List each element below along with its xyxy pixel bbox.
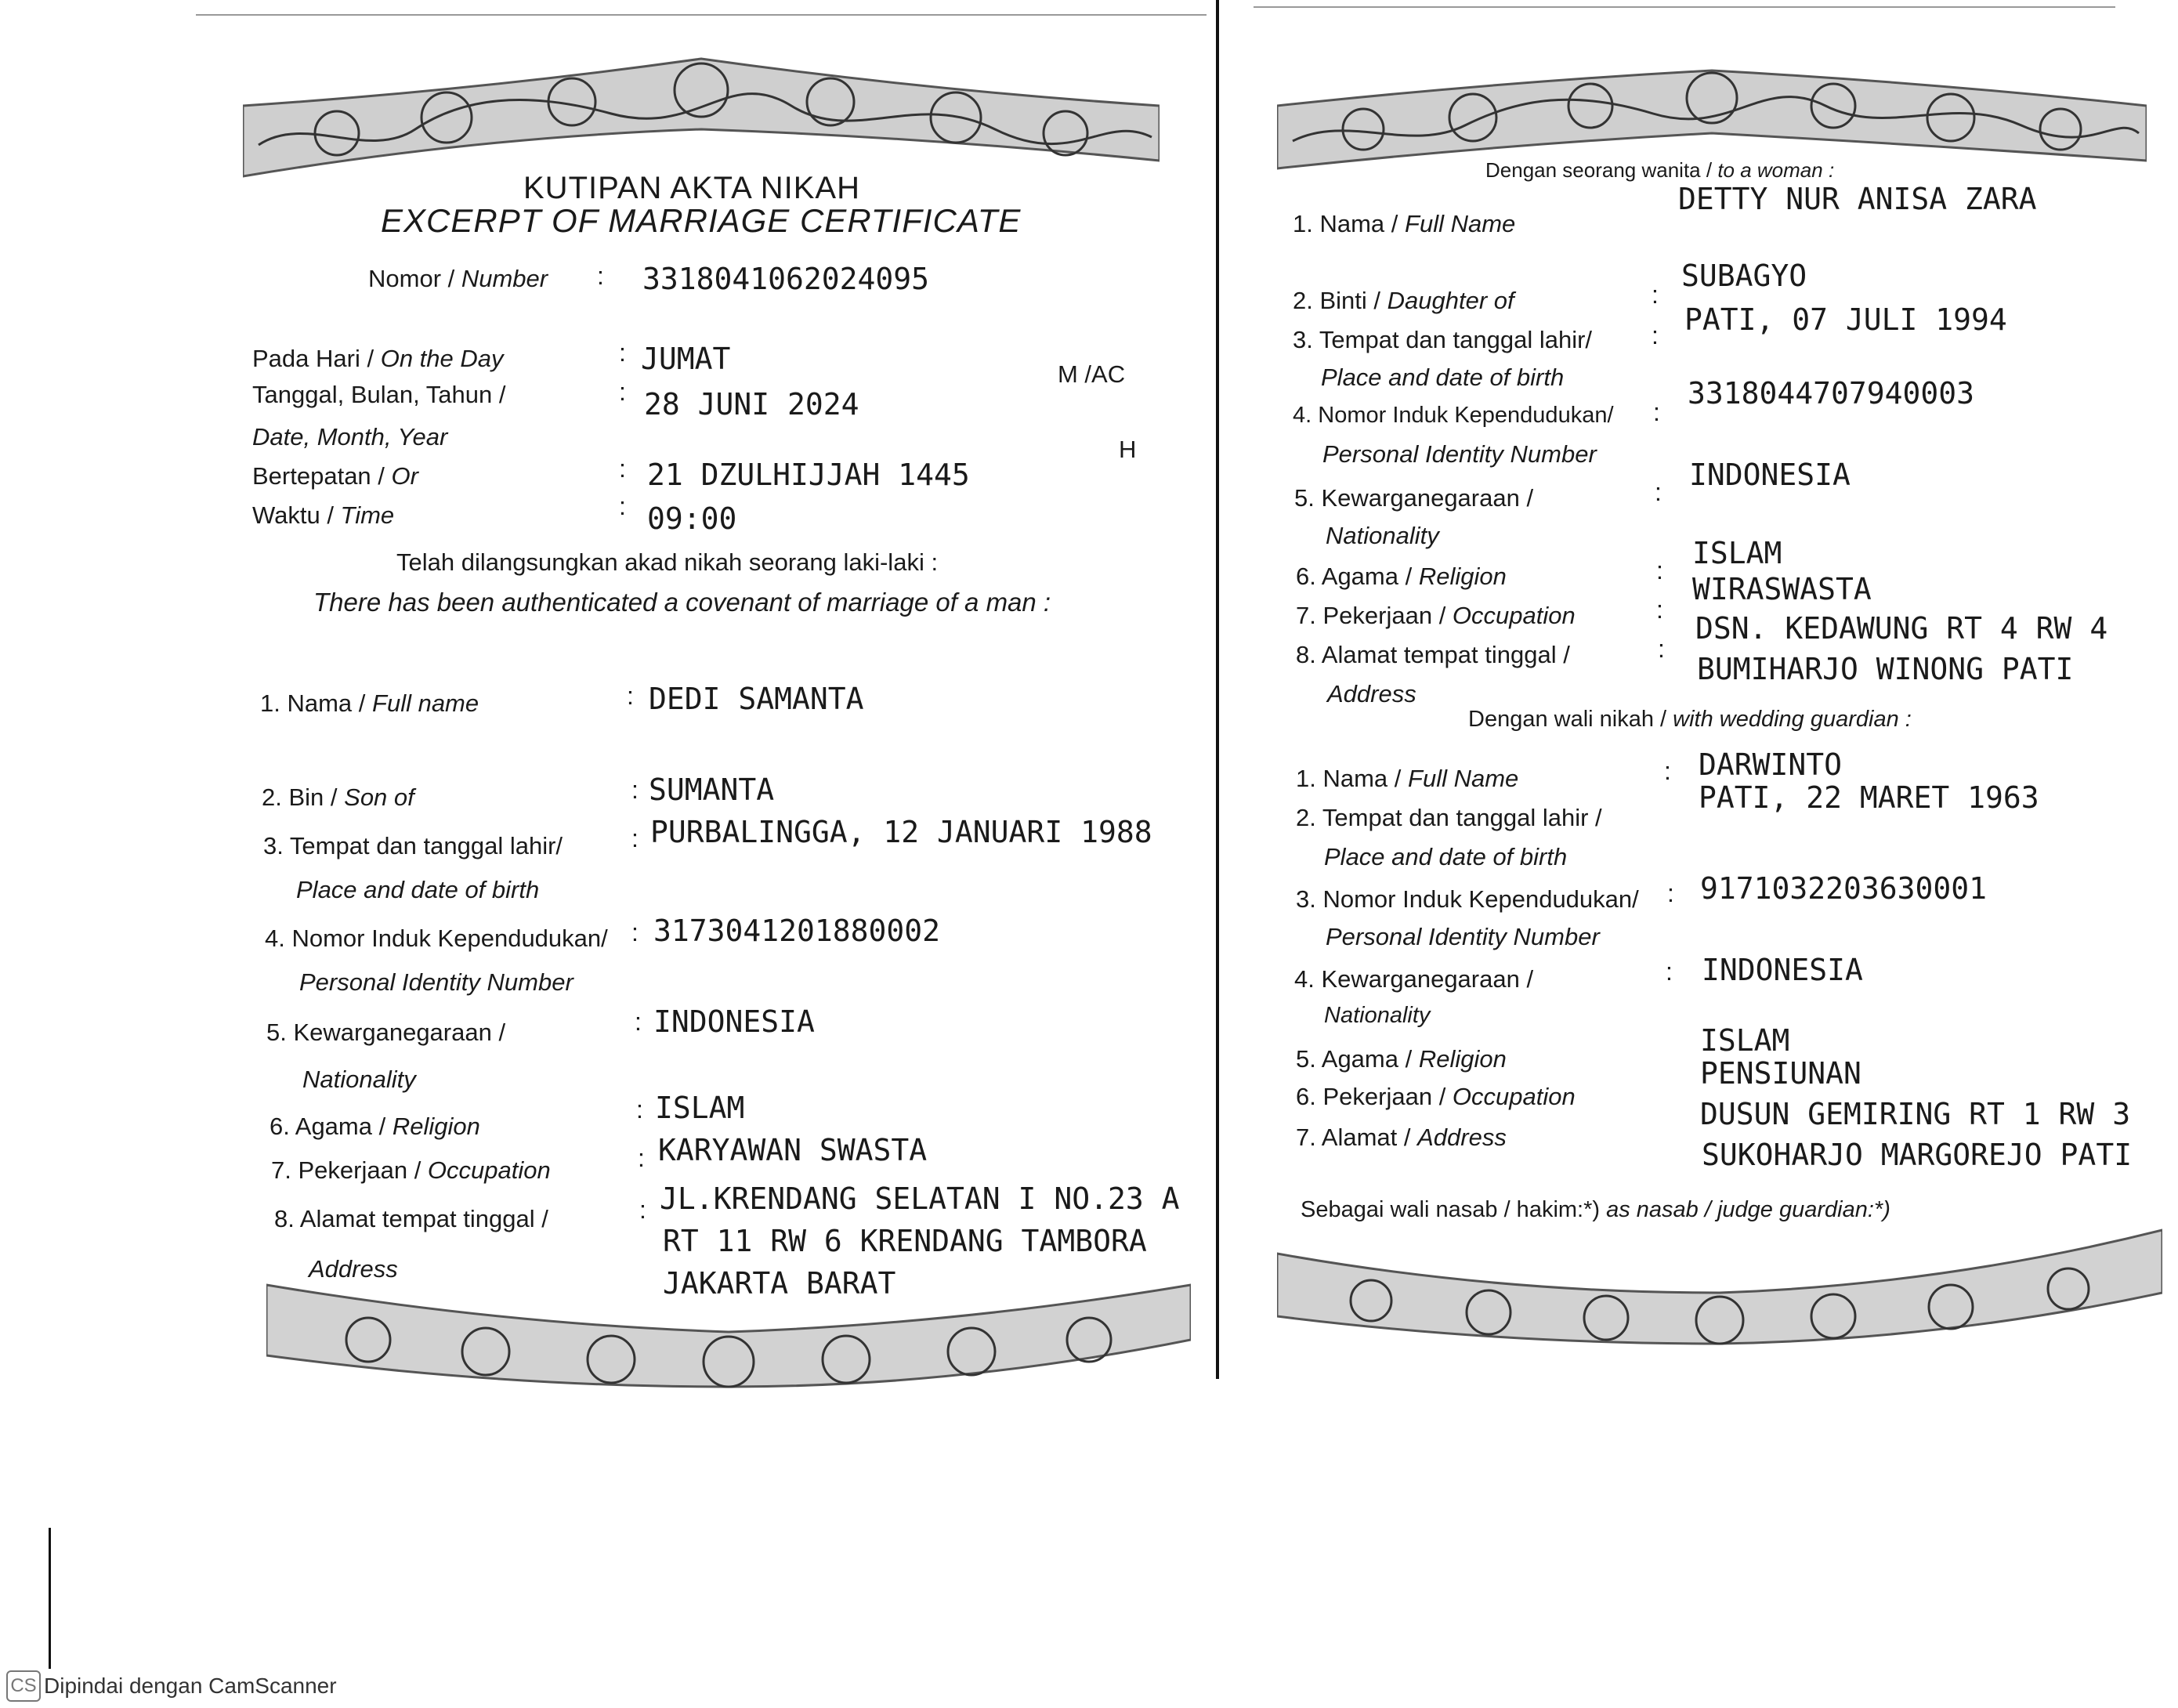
guardian-occupation-value: PENSIUNAN: [1700, 1056, 1861, 1091]
bride-address-line-1: DSN. KEDAWUNG RT 4 RW 4: [1695, 611, 2108, 646]
bride-father-value: SUBAGYO: [1681, 259, 1807, 293]
bride-occupation-label: 7. Pekerjaan / Occupation: [1296, 602, 1576, 629]
groom-nationality-label: 5. Kewarganegaraan /: [266, 1019, 506, 1046]
bride-nik-label: 4. Nomor Induk Kependudukan/: [1293, 403, 1614, 428]
day-colon: :: [619, 338, 626, 367]
bride-nationality-label-en: Nationality: [1326, 522, 1439, 549]
left-scan-edge: [49, 1528, 51, 1669]
groom-address-line-3: JAKARTA BARAT: [663, 1266, 896, 1301]
bride-nik-value: 3318044707940003: [1688, 376, 1975, 411]
bride-nationality-label: 5. Kewarganegaraan /: [1294, 484, 1534, 512]
guardian-nik-colon: :: [1667, 879, 1674, 907]
guardian-type: Sebagai wali nasab / hakim:*) as nasab / judge guardian:*): [1301, 1197, 1890, 1222]
guardian-address-line-2: SUKOHARJO MARGOREJO PATI: [1702, 1138, 2133, 1172]
bride-address-label: 8. Alamat tempat tinggal /: [1296, 641, 1570, 668]
time-value: 09:00: [647, 501, 737, 536]
guardian-intro: Dengan wali nikah / with wedding guardian :: [1468, 707, 1912, 732]
hijri-value: 21 DZULHIJJAH 1445: [647, 458, 970, 492]
guardian-birth-label-en: Place and date of birth: [1324, 843, 1568, 870]
groom-address-line-1: JL.KRENDANG SELATAN I NO.23 A: [660, 1181, 1180, 1216]
groom-religion-value: ISLAM: [655, 1091, 745, 1125]
date-value: 28 JUNI 2024: [644, 387, 859, 422]
groom-name-value: DEDI SAMANTA: [649, 682, 864, 716]
groom-intro-id: Telah dilangsungkan akad nikah seorang laki-laki :: [396, 548, 939, 576]
date-label-en: Date, Month, Year: [252, 423, 448, 451]
guardian-nationality-value: INDONESIA: [1702, 953, 1863, 987]
top-left-ornament: [243, 43, 1160, 184]
time-colon: :: [619, 492, 626, 520]
guardian-religion-label: 5. Agama / Religion: [1296, 1045, 1507, 1073]
top-edge-line: [196, 14, 1207, 16]
bride-nationality-colon: :: [1655, 478, 1662, 506]
guardian-nationality-colon: :: [1666, 957, 1673, 986]
groom-address-label: 8. Alamat tempat tinggal /: [274, 1205, 548, 1232]
bride-religion-label: 6. Agama / Religion: [1296, 563, 1507, 590]
top-right-ornament: [1277, 51, 2147, 176]
bride-birth-colon: :: [1652, 321, 1659, 349]
guardian-name-value: DARWINTO: [1699, 747, 1843, 782]
groom-nationality-label-en: Nationality: [302, 1066, 416, 1093]
guardian-birth-value: PATI, 22 MARET 1963: [1699, 780, 2039, 815]
bride-nationality-value: INDONESIA: [1689, 458, 1851, 492]
groom-nik-label-en: Personal Identity Number: [299, 968, 573, 996]
bride-name-label: 1. Nama / Full Name: [1293, 210, 1516, 237]
era-ad: M /AC: [1058, 360, 1126, 388]
guardian-nik-label: 3. Nomor Induk Kependudukan/: [1296, 885, 1639, 913]
groom-nationality-colon: :: [635, 1008, 642, 1036]
groom-address-line-2: RT 11 RW 6 KRENDANG TAMBORA: [663, 1224, 1147, 1258]
groom-birth-colon: :: [631, 824, 639, 852]
groom-father-value: SUMANTA: [649, 773, 775, 807]
certificate-title: KUTIPAN AKTA NIKAH: [523, 171, 860, 205]
groom-father-colon: :: [631, 776, 639, 804]
bride-occupation-colon: :: [1656, 595, 1663, 624]
bride-nik-label-en: Personal Identity Number: [1322, 440, 1597, 468]
hijri-label: Bertepatan / Or: [252, 462, 418, 490]
guardian-nationality-label-en: Nationality: [1324, 1003, 1431, 1028]
groom-birth-label-en: Place and date of birth: [296, 876, 540, 903]
groom-name-label: 1. Nama / Full name: [260, 689, 479, 717]
guardian-nationality-label: 4. Kewarganegaraan /: [1294, 965, 1534, 993]
camscanner-badge: CS: [6, 1670, 41, 1702]
top-edge-line-right: [1254, 6, 2115, 8]
groom-religion-colon: :: [636, 1095, 643, 1124]
bride-religion-value: ISLAM: [1692, 536, 1782, 570]
groom-nationality-value: INDONESIA: [653, 1004, 815, 1039]
bottom-left-ornament: [266, 1238, 1191, 1395]
hijri-colon: :: [619, 454, 626, 483]
number-colon: :: [597, 262, 604, 290]
bride-birth-label: 3. Tempat dan tanggal lahir/: [1293, 326, 1593, 353]
bride-father-label: 2. Binti / Daughter of: [1293, 287, 1514, 314]
bottom-right-ornament: [1277, 1207, 2162, 1348]
groom-occupation-label: 7. Pekerjaan / Occupation: [271, 1156, 551, 1184]
era-h: H: [1119, 436, 1137, 463]
bride-birth-label-en: Place and date of birth: [1321, 364, 1565, 391]
groom-intro-en: There has been authenticated a covenant of marriage of a man :: [313, 588, 1051, 617]
groom-nik-value: 3173041201880002: [653, 914, 941, 948]
groom-religion-label: 6. Agama / Religion: [270, 1113, 480, 1140]
day-value: JUMAT: [641, 342, 731, 376]
groom-address-label-en: Address: [309, 1255, 398, 1283]
groom-address-colon: :: [639, 1196, 646, 1224]
groom-occupation-colon: :: [638, 1144, 645, 1172]
guardian-name-label: 1. Nama / Full Name: [1296, 765, 1519, 792]
groom-occupation-value: KARYAWAN SWASTA: [658, 1133, 928, 1167]
day-label: Pada Hari / On the Day: [252, 345, 504, 372]
guardian-occupation-label: 6. Pekerjaan / Occupation: [1296, 1083, 1576, 1110]
guardian-nik-label-en: Personal Identity Number: [1326, 923, 1600, 950]
bride-intro: Dengan seorang wanita / to a woman :: [1485, 158, 1835, 182]
groom-nik-colon: :: [631, 918, 639, 946]
camscanner-text: Dipindai dengan CamScanner: [44, 1674, 337, 1698]
groom-birth-value: PURBALINGGA, 12 JANUARI 1988: [650, 815, 1152, 849]
bride-name-value: DETTY NUR ANISA ZARA: [1678, 182, 2037, 216]
date-colon: :: [619, 378, 626, 406]
bride-nik-colon: :: [1653, 398, 1660, 426]
bride-father-colon: :: [1652, 280, 1659, 309]
guardian-nik-value: 9171032203630001: [1700, 871, 1988, 906]
groom-name-colon: :: [627, 682, 634, 710]
groom-father-label: 2. Bin / Son of: [262, 783, 414, 811]
guardian-birth-label: 2. Tempat dan tanggal lahir /: [1296, 804, 1602, 831]
certificate-subtitle: EXCERPT OF MARRIAGE CERTIFICATE: [381, 202, 1022, 239]
bride-religion-colon: :: [1656, 556, 1663, 584]
number-value: 3318041062024095: [642, 262, 930, 296]
guardian-religion-value: ISLAM: [1700, 1023, 1790, 1058]
guardian-address-line-1: DUSUN GEMIRING RT 1 RW 3: [1700, 1097, 2131, 1131]
date-label: Tanggal, Bulan, Tahun /: [252, 381, 506, 408]
guardian-name-colon: :: [1664, 757, 1671, 785]
number-label: Nomor / Number: [368, 265, 548, 292]
guardian-address-label: 7. Alamat / Address: [1296, 1124, 1507, 1151]
time-label: Waktu / Time: [252, 501, 395, 529]
bride-occupation-value: WIRASWASTA: [1692, 572, 1872, 606]
bride-birth-value: PATI, 07 JULI 1994: [1684, 302, 2007, 337]
bride-address-label-en: Address: [1327, 680, 1416, 707]
bride-address-line-2: BUMIHARJO WINONG PATI: [1697, 652, 2074, 686]
groom-nik-label: 4. Nomor Induk Kependudukan/: [265, 925, 608, 952]
groom-birth-label: 3. Tempat dan tanggal lahir/: [263, 832, 563, 859]
fold-line: [1216, 0, 1219, 1379]
bride-address-colon: :: [1658, 635, 1665, 663]
